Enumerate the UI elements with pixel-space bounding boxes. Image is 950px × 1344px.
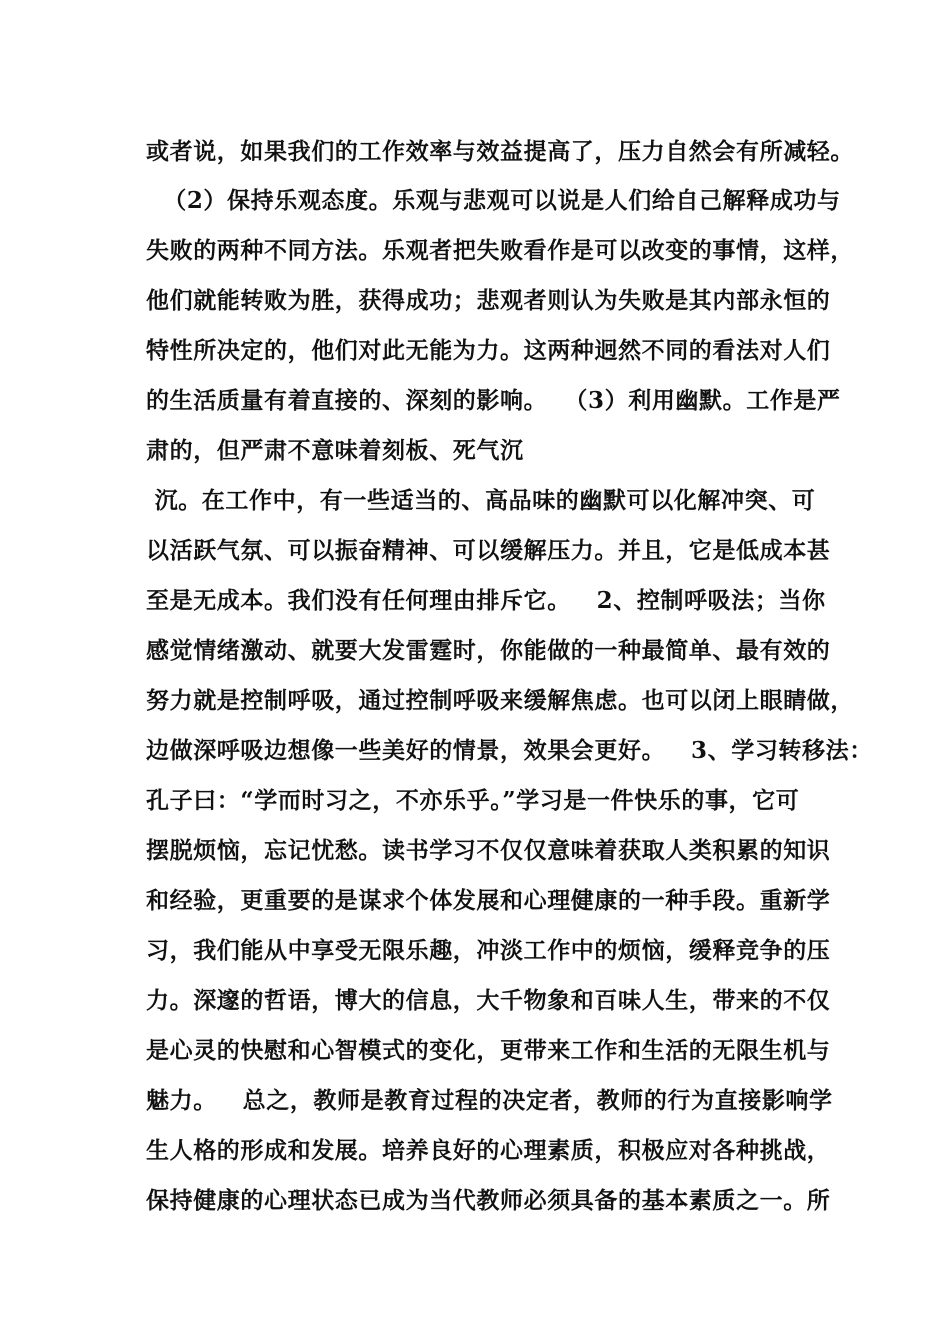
text-line: 魅力。 总之，教师是教育过程的决定者，教师的行为直接影响学	[146, 1087, 833, 1114]
text-line: 的生活质量有着直接的、深刻的影响。 （3）利用幽默。工作是严	[146, 387, 841, 414]
text-line: 至是无成本。我们没有任何理由排斥它。 2、控制呼吸法；当你	[146, 587, 826, 614]
text-line: 他们就能转败为胜，获得成功；悲观者则认为失败是其内部永恒的	[146, 287, 831, 314]
text-line: 或者说，如果我们的工作效率与效益提高了，压力自然会有所减轻。	[146, 138, 854, 165]
text-line: 摆脱烦恼，忘记忧愁。读书学习不仅仅意味着获取人类积累的知识	[146, 837, 831, 864]
text-line: 生人格的形成和发展。培养良好的心理素质，积极应对各种挑战，	[146, 1137, 831, 1164]
text-line: 习，我们能从中享受无限乐趣，冲淡工作中的烦恼，缓释竞争的压	[146, 937, 831, 964]
text-line: 和经验，更重要的是谋求个体发展和心理健康的一种手段。重新学	[146, 887, 831, 914]
text-line: 特性所决定的，他们对此无能为力。这两种迥然不同的看法对人们	[146, 337, 831, 364]
text-line: 失败的两种不同方法。乐观者把失败看作是可以改变的事情，这样，	[146, 237, 854, 264]
text-line: （2）保持乐观态度。乐观与悲观可以说是人们给自己解释成功与	[146, 187, 841, 214]
text-line: 沉。在工作中，有一些适当的、高品味的幽默可以化解冲突、可	[146, 487, 816, 514]
text-line: 以活跃气氛、可以振奋精神、可以缓解压力。并且，它是低成本甚	[146, 537, 831, 564]
text-line: 保持健康的心理状态已成为当代教师必须具备的基本素质之一。所	[146, 1187, 831, 1214]
text-line: 肃的，但严肃不意味着刻板、死气沉	[146, 437, 524, 464]
text-line: 努力就是控制呼吸，通过控制呼吸来缓解焦虑。也可以闭上眼睛做，	[146, 687, 854, 714]
text-line: 力。深邃的哲语，博大的信息，大千物象和百味人生，带来的不仅	[146, 987, 831, 1014]
text-line: 孔子曰：“学而时习之，不亦乐乎。”学习是一件快乐的事，它可	[146, 787, 800, 814]
text-line: 边做深呼吸边想像一些美好的情景，效果会更好。 3、学习转移法：	[146, 737, 873, 764]
text-line: 是心灵的快慰和心智模式的变化，更带来工作和生活的无限生机与	[146, 1037, 831, 1064]
text-line: 感觉情绪激动、就要大发雷霆时，你能做的一种最简单、最有效的	[146, 637, 831, 664]
